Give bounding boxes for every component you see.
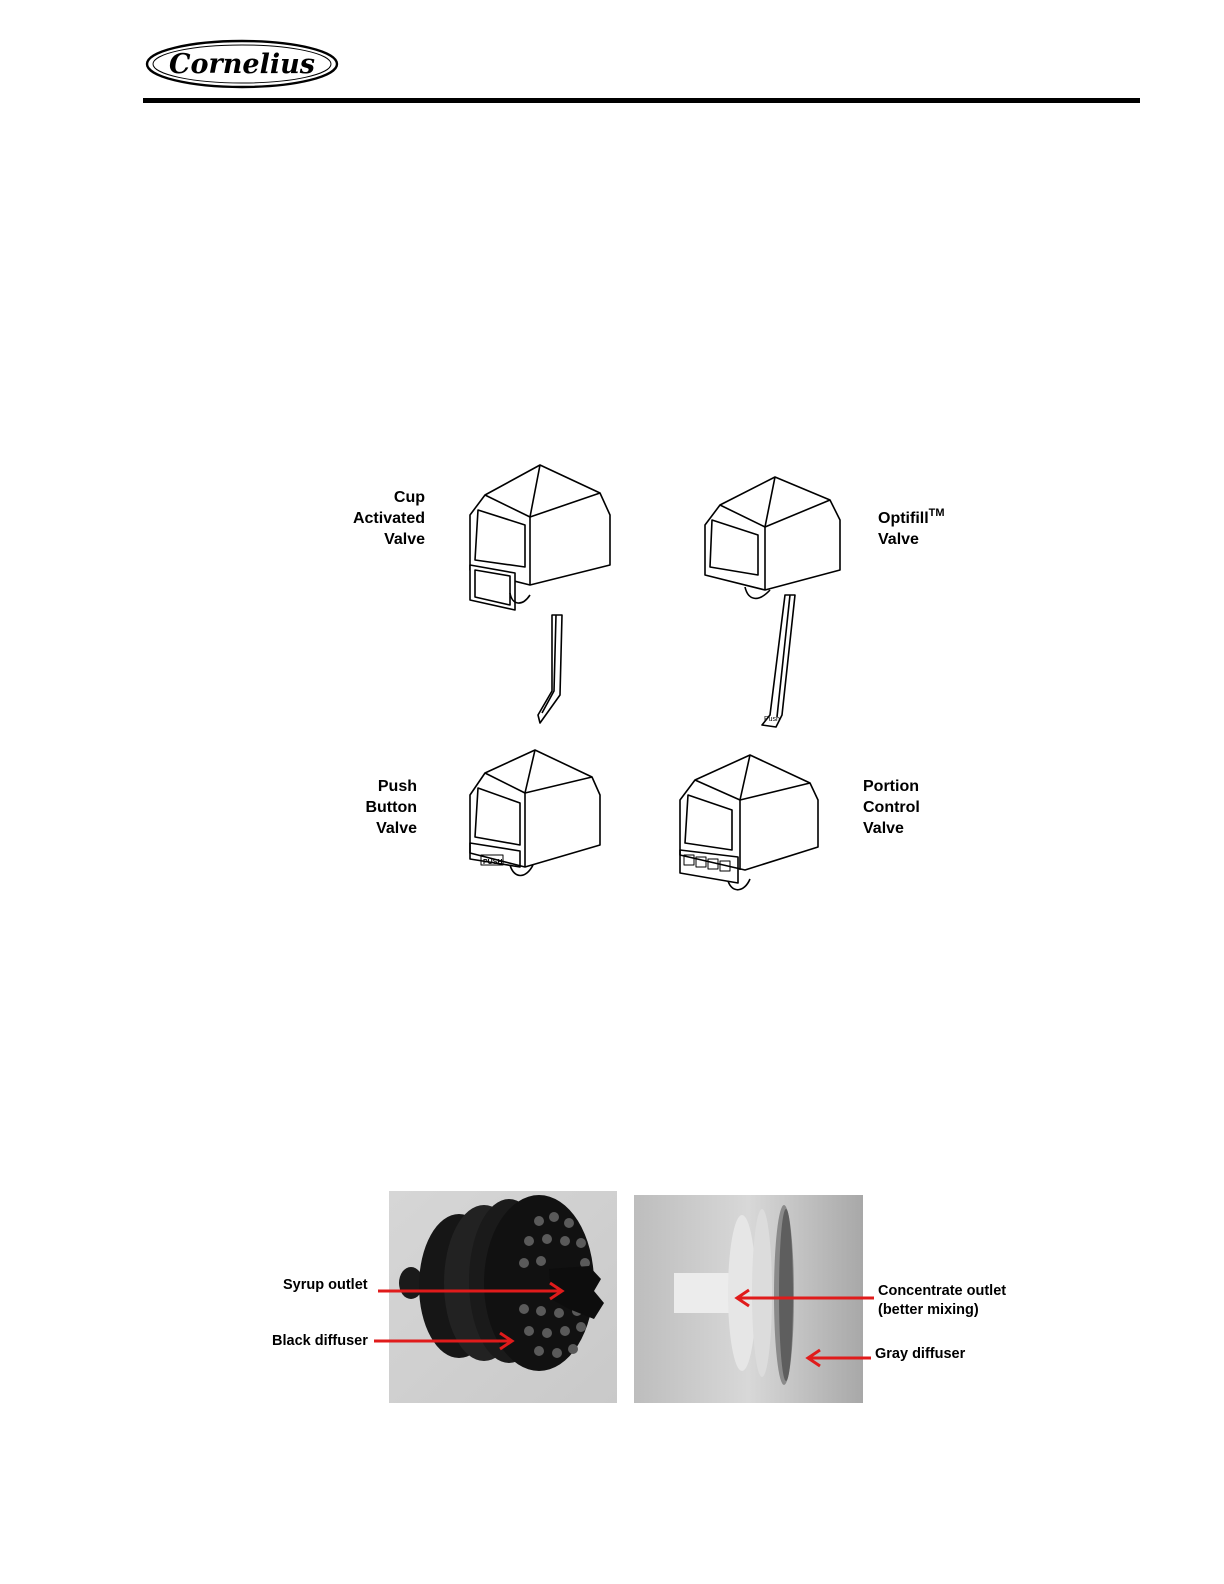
optifill-valve-label: Optifill™ Valve — [878, 507, 945, 548]
push-button-valve-drawing — [470, 750, 600, 876]
portion-control-valve-label: Portion Control Valve — [863, 778, 920, 837]
gray-diffuser-photo — [634, 1195, 863, 1403]
trademark-mark: TM — [928, 507, 945, 519]
optifill-valve-drawing — [705, 477, 840, 727]
cup-activated-valve-label: Cup Activated Valve — [352, 489, 425, 548]
black-diffuser-callout: Black diffuser — [272, 1333, 368, 1349]
cornelius-logo — [144, 38, 340, 90]
valve-figure — [330, 455, 1030, 915]
header-rule — [143, 98, 1140, 103]
push-button-face-text: PUSH — [483, 859, 503, 866]
svg-text:Push: Push — [764, 716, 780, 723]
push-button-valve-label: Push Button Valve — [365, 778, 417, 837]
syrup-outlet-callout: Syrup outlet — [283, 1277, 368, 1293]
cup-activated-valve-drawing — [470, 465, 610, 723]
black-diffuser-photo — [389, 1191, 617, 1403]
portion-control-valve-drawing — [680, 755, 818, 890]
logo-wordmark: Cornelius — [169, 49, 315, 80]
concentrate-outlet-callout: Concentrate outlet (better mixing) — [878, 1283, 1007, 1318]
gray-diffuser-callout: Gray diffuser — [875, 1346, 966, 1362]
